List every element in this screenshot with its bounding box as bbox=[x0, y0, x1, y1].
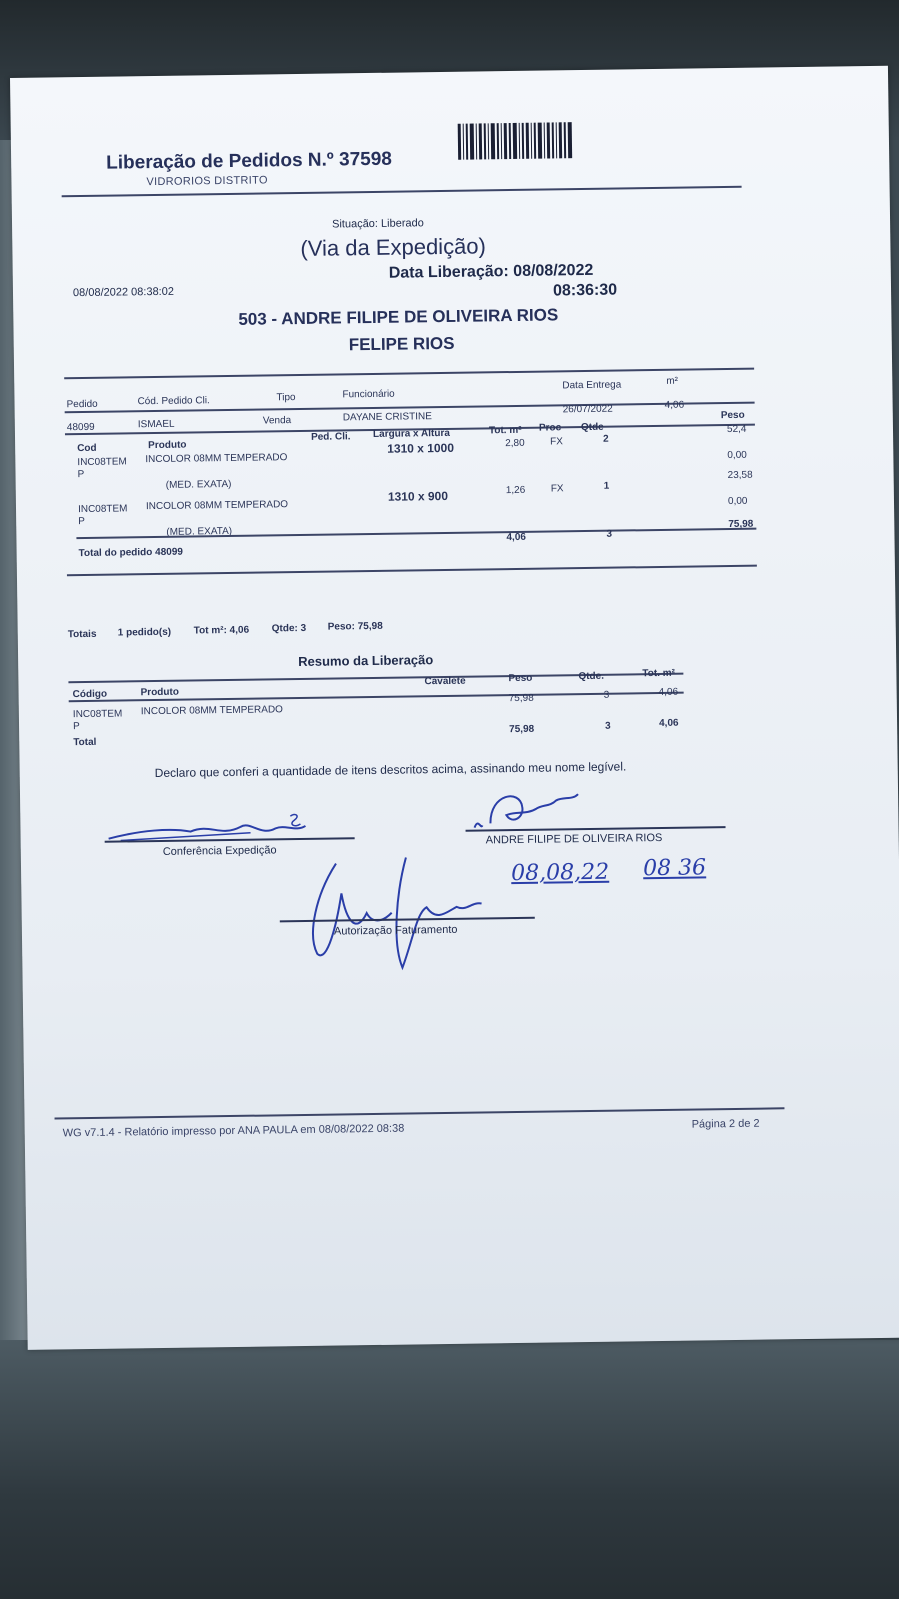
footer-rule bbox=[55, 1107, 785, 1119]
conferencia-label: Conferência Expedição bbox=[162, 844, 277, 858]
totals-qtde: Qtde: 3 bbox=[271, 622, 307, 635]
order-total-m2: 4,06 bbox=[506, 531, 527, 544]
order-total-label: Total do pedido 48099 bbox=[78, 546, 183, 560]
release-time: 08:36:30 bbox=[552, 281, 618, 300]
client-nickname: FELIPE RIOS bbox=[348, 333, 455, 355]
item-2-weight-extra: 0,00 bbox=[727, 495, 748, 508]
item-2-code-suffix: P bbox=[78, 515, 85, 528]
item-1-qtde: 2 bbox=[603, 433, 609, 445]
totals-weight: Peso: 75,98 bbox=[327, 620, 383, 633]
item-2-proc: FX bbox=[550, 483, 564, 495]
items-col-proc: Proc bbox=[538, 422, 562, 434]
col-cod-pedido-cli-header: Cód. Pedido Cli. bbox=[137, 395, 210, 408]
item-1-weight: 52,4 bbox=[726, 423, 747, 436]
client-name: 503 - ANDRE FILIPE DE OLIVEIRA RIOS bbox=[238, 305, 559, 329]
items-col-peso: Peso bbox=[720, 409, 745, 422]
document-title: Liberação de Pedidos N.º 37598 bbox=[106, 148, 393, 174]
summary-total-weight: 75,98 bbox=[509, 723, 535, 736]
items-col-produto: Produto bbox=[148, 439, 187, 452]
summary-total-m2: 4,06 bbox=[658, 717, 679, 729]
summary-title: Resumo da Liberação bbox=[298, 652, 434, 670]
item-1-weight-extra: 0,00 bbox=[727, 449, 747, 462]
item-1-code: INC08TEM bbox=[77, 456, 127, 469]
copy-type: (Via da Expedição) bbox=[300, 233, 487, 261]
order-total-qtde: 3 bbox=[606, 528, 613, 540]
item-2-product: INCOLOR 08MM TEMPERADO bbox=[145, 499, 289, 513]
items-col-dimensions: Largura x Altura bbox=[372, 427, 450, 440]
totals-m2: Tot m²: 4,06 bbox=[193, 624, 250, 637]
order-employee: DAYANE CRISTINE bbox=[342, 411, 432, 424]
item-2-qtde: 1 bbox=[603, 480, 610, 492]
items-col-ped-cli: Ped. Cli. bbox=[310, 431, 351, 443]
document-page bbox=[10, 66, 899, 1350]
summary-row-code-suffix: P bbox=[72, 721, 80, 733]
item-1-product: INCOLOR 08MM TEMPERADO bbox=[145, 452, 288, 466]
items-col-cod: Cod bbox=[77, 442, 97, 455]
items-col-tot-m2: Tot. m² bbox=[488, 424, 522, 437]
summary-col-produto: Produto bbox=[140, 686, 179, 699]
release-date: Data Liberação: 08/08/2022 bbox=[388, 261, 594, 282]
summary-col-tot-m2: Tot. m² bbox=[642, 667, 676, 680]
totals-orders: 1 pedido(s) bbox=[117, 626, 172, 639]
summary-row-code: INC08TEM bbox=[72, 708, 123, 721]
handwritten-time: 08 36 bbox=[642, 855, 707, 882]
page-number: Página 2 de 2 bbox=[691, 1117, 760, 1131]
declaration-text: Declaro que conferi a quantidade de itens descritos acima, assinando meu nome legível. bbox=[154, 759, 627, 781]
order-total-bottom-rule bbox=[67, 565, 757, 577]
order-m2: 4,06 bbox=[664, 399, 685, 411]
order-type: Venda bbox=[262, 415, 292, 427]
item-2-note: (MED. EXATA) bbox=[166, 525, 233, 538]
item-1-tot-m2: 2,80 bbox=[505, 437, 525, 450]
col-m2-header: m² bbox=[666, 375, 679, 387]
background-bottom bbox=[0, 1340, 899, 1599]
order-table-top-rule bbox=[64, 368, 754, 379]
status-label: Situação: Liberado bbox=[331, 217, 424, 231]
authorization-label: Autorização Faturamento bbox=[333, 923, 458, 938]
authorization-signature bbox=[296, 851, 498, 974]
col-data-entrega-header: Data Entrega bbox=[562, 379, 622, 392]
summary-total-label: Total bbox=[73, 736, 97, 749]
item-1-note: (MED. EXATA) bbox=[165, 478, 232, 491]
col-pedido-header: Pedido bbox=[66, 398, 98, 411]
item-1-dimensions: 1310 x 1000 bbox=[387, 440, 455, 456]
summary-col-cavalete: Cavalete bbox=[424, 675, 466, 688]
order-client-code: ISMAEL bbox=[137, 418, 175, 431]
barcode bbox=[458, 122, 578, 160]
summary-col-peso: Peso bbox=[508, 672, 533, 685]
company-name: VIDRORIOS DISTRITO bbox=[146, 174, 268, 189]
item-2-tot-m2: 1,26 bbox=[505, 484, 526, 497]
summary-row-weight: 75,98 bbox=[508, 692, 534, 705]
item-2-weight: 23,58 bbox=[727, 469, 753, 482]
summary-col-qtde: Qtde. bbox=[578, 670, 605, 683]
print-timestamp: 08/08/2022 08:38:02 bbox=[72, 285, 175, 300]
summary-row-m2: 4,06 bbox=[658, 686, 679, 699]
conferencia-signature bbox=[100, 806, 321, 849]
item-2-dimensions: 1310 x 900 bbox=[387, 488, 449, 504]
col-tipo-header: Tipo bbox=[276, 392, 296, 404]
client-signature-label: ANDRE FILIPE DE OLIVEIRA RIOS bbox=[485, 831, 663, 847]
client-signature bbox=[470, 782, 611, 834]
item-1-proc: FX bbox=[550, 436, 563, 448]
footer-report-info: WG v7.1.4 - Relatório impresso por ANA PAULA em 08/08/2022 08:38 bbox=[62, 1122, 405, 1140]
order-total-weight: 75,98 bbox=[728, 518, 754, 531]
summary-row-product: INCOLOR 08MM TEMPERADO bbox=[140, 704, 283, 718]
item-1-code-suffix: P bbox=[77, 469, 85, 481]
order-number: 48099 bbox=[66, 421, 95, 434]
handwritten-date: 08,08,22 bbox=[510, 859, 610, 887]
summary-col-codigo: Código bbox=[72, 688, 108, 701]
items-col-qtde: Qtde bbox=[580, 421, 604, 434]
item-2-code: INC08TEM bbox=[77, 503, 128, 516]
totals-label: Totais bbox=[67, 628, 97, 641]
summary-row-qtde: 3 bbox=[603, 689, 610, 701]
summary-total-qtde: 3 bbox=[605, 720, 611, 732]
order-delivery-date: 26/07/2022 bbox=[562, 403, 613, 416]
col-funcionario-header: Funcionário bbox=[342, 388, 395, 401]
